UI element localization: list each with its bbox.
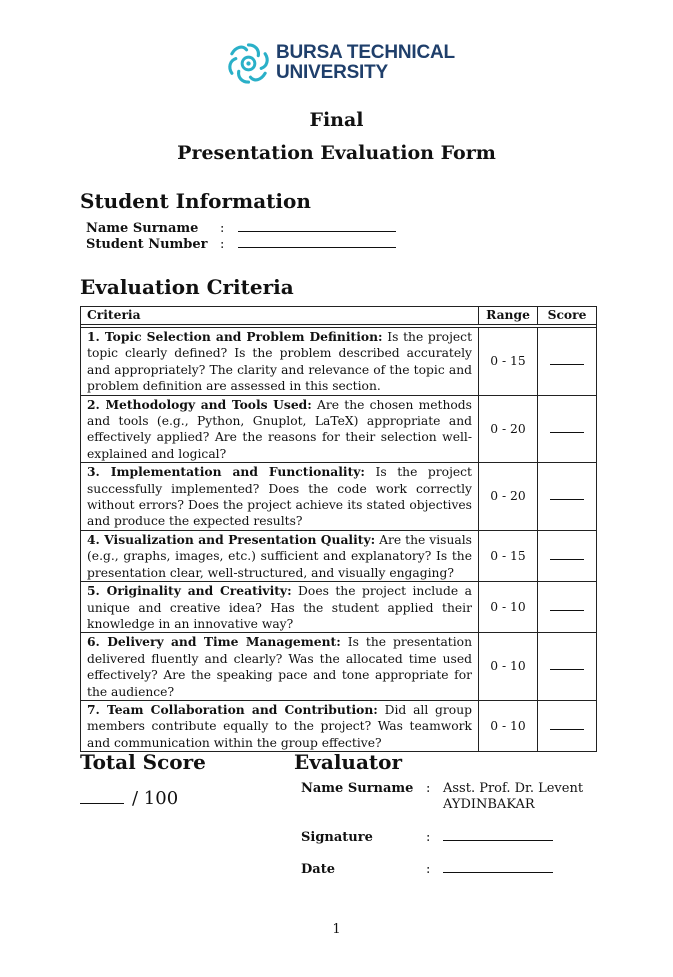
evaluator-signature-row xyxy=(301,830,553,846)
criterion-text: Is the presentation delivered fluently and clearly? Was the allocated time used effectively? Are the speaking pace and tone appropriate for the audience? xyxy=(87,635,473,699)
table-row xyxy=(81,463,597,531)
criterion-description xyxy=(81,633,479,701)
criterion-text: Are the visuals (e.g., graphs, images, etc.) sufficient and explanatory? Is the presentation clear, well-structured, and visually engaging? xyxy=(87,532,472,580)
table-row xyxy=(81,700,597,751)
student-name-row xyxy=(86,221,396,237)
table-header-row xyxy=(81,307,597,325)
evaluator-heading: Evaluator xyxy=(294,750,403,774)
university-name-line1: BURSA TECHNICAL xyxy=(276,42,455,63)
university-logo xyxy=(226,40,455,86)
criterion-range: 0 - 15 xyxy=(479,328,538,396)
university-name-line2: UNIVERSITY xyxy=(276,62,389,83)
criterion-range: 0 - 20 xyxy=(479,395,538,463)
colon: : xyxy=(426,830,431,845)
criterion-score-field[interactable] xyxy=(538,633,597,701)
form-title-line2: Presentation Evaluation Form xyxy=(177,142,496,164)
table-row xyxy=(81,328,597,396)
table-row xyxy=(81,582,597,633)
criterion-range: 0 - 10 xyxy=(479,700,538,751)
student-name-field[interactable] xyxy=(238,221,396,232)
criterion-description xyxy=(81,530,479,581)
criterion-text: Are the chosen methods and tools (e.g., Python, Gnuplot, LaTeX) appropriate and effectively applied? Are the reasons for their selection well-explained and logical? xyxy=(87,397,472,461)
criterion-score-field[interactable] xyxy=(538,463,597,531)
criterion-score-field[interactable] xyxy=(538,328,597,396)
criterion-range: 0 - 20 xyxy=(479,463,538,531)
criterion-description xyxy=(81,328,479,396)
criterion-text: Is the project successfully implemented? Does the code work correctly without errors? Does the project achieve its stated objectives and produce the expected results? xyxy=(87,465,472,529)
evaluator-name-value xyxy=(443,781,593,813)
criterion-title: 4. Visualization and Presentation Quality: xyxy=(87,531,376,547)
criterion-score-field[interactable] xyxy=(538,582,597,633)
signature-label: Signature xyxy=(301,830,373,845)
colon: : xyxy=(426,781,431,796)
university-name xyxy=(276,43,455,83)
criterion-title: 6. Delivery and Time Management: xyxy=(87,634,341,650)
criterion-description xyxy=(81,395,479,463)
student-information-heading: Student Information xyxy=(80,189,311,213)
criteria-table xyxy=(80,306,597,752)
table-row xyxy=(81,633,597,701)
criterion-title: 7. Team Collaboration and Contribution: xyxy=(87,701,378,717)
criterion-title: 2. Methodology and Tools Used: xyxy=(87,396,312,412)
table-row xyxy=(81,530,597,581)
criterion-text: Did all group members contribute equally to the project? Was teamwork and communication within the group effective? xyxy=(87,702,472,750)
criterion-range: 0 - 10 xyxy=(479,633,538,701)
criterion-range: 0 - 10 xyxy=(479,582,538,633)
total-score-field[interactable] xyxy=(80,788,124,804)
criterion-score-field[interactable] xyxy=(538,530,597,581)
column-header-score: Score xyxy=(538,307,597,325)
signature-field[interactable] xyxy=(443,830,553,841)
page-number: 1 xyxy=(332,922,341,937)
evaluator-date-row xyxy=(301,862,553,878)
column-header-range: Range xyxy=(479,307,538,325)
criterion-title: 3. Implementation and Functionality: xyxy=(87,464,365,480)
colon: : xyxy=(220,221,225,236)
evaluator-name-row xyxy=(301,781,593,813)
criterion-score-field[interactable] xyxy=(538,395,597,463)
criterion-description xyxy=(81,700,479,751)
criterion-description xyxy=(81,463,479,531)
criterion-title: 5. Originality and Creativity: xyxy=(87,583,292,599)
criterion-title: 1. Topic Selection and Problem Definition: xyxy=(87,329,383,344)
table-row xyxy=(81,395,597,463)
date-field[interactable] xyxy=(443,862,553,873)
criterion-description xyxy=(81,582,479,633)
student-number-row xyxy=(86,237,396,253)
evaluator-name-line1: Asst. Prof. Dr. Levent xyxy=(443,781,584,796)
total-score-max: / 100 xyxy=(132,788,179,809)
criterion-text: Does the project include a unique and creative idea? Has the student applied their knowledge in an innovative way? xyxy=(87,584,472,631)
form-title-line1: Final xyxy=(309,109,364,131)
student-name-label: Name Surname xyxy=(86,221,199,236)
criterion-text: Is the project topic clearly defined? Is the problem described accurately and appropriately? The clarity and relevance of the topic and problem definition are assessed in this section. xyxy=(87,330,473,394)
criterion-score-field[interactable] xyxy=(538,700,597,751)
evaluator-name-line2: AYDINBAKAR xyxy=(443,797,535,812)
criterion-range: 0 - 15 xyxy=(479,530,538,581)
evaluation-criteria-heading: Evaluation Criteria xyxy=(80,275,294,299)
student-number-label: Student Number xyxy=(86,237,208,252)
colon: : xyxy=(220,237,225,252)
total-score-heading: Total Score xyxy=(80,750,206,774)
total-score-row xyxy=(80,788,178,809)
column-header-criteria: Criteria xyxy=(81,307,479,325)
bursa-technical-university-logo-icon xyxy=(226,41,271,86)
evaluator-name-label: Name Surname xyxy=(301,781,414,796)
student-number-field[interactable] xyxy=(238,237,396,248)
date-label: Date xyxy=(301,862,335,877)
colon: : xyxy=(426,862,431,877)
